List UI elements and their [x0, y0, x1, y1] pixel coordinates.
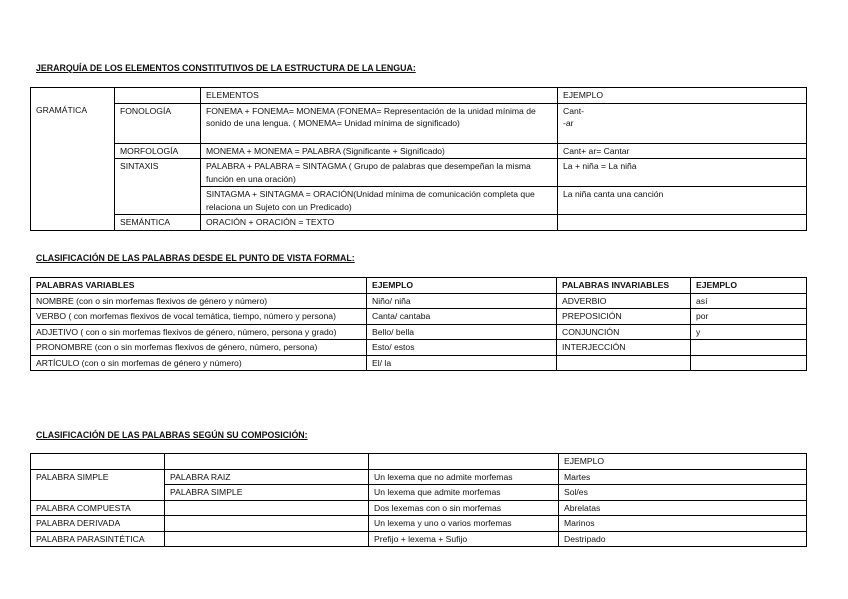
table-cell: GRAMÁTICA — [31, 103, 115, 230]
table-row — [31, 159, 807, 187]
table-cell: El/ la — [367, 355, 557, 371]
table-cell: PALABRA PARASINTÉTICA — [31, 531, 165, 547]
table-cell: Un lexema que admite morfemas — [369, 485, 559, 501]
table-cell: Un lexema y uno o varios morfemas — [369, 516, 559, 532]
table-cell: SINTAGMA + SINTAGMA = ORACIÓN(Unidad mínima de comunicación completa que relaciona un Sujeto con un Predicado) — [201, 187, 558, 215]
table-cell — [165, 454, 369, 470]
table-header-row — [31, 278, 807, 294]
table-cell: PALABRA SIMPLE — [31, 469, 165, 485]
table-cell: Esto/ estos — [367, 340, 557, 356]
column-header: PALABRAS VARIABLES — [31, 278, 367, 294]
hierarchy-table — [30, 87, 807, 231]
table-cell: FONEMA + FONEMA= MONEMA (FONEMA= Representación de la unidad mínima de sonido de una lengua. ( MONEMA= Unidad mínima de significado) — [201, 103, 558, 143]
table-cell: ORACIÓN + ORACIÓN = TEXTO — [201, 215, 558, 231]
table-cell: La + niña = La niña — [558, 159, 807, 187]
table-row — [31, 88, 807, 104]
table-cell: Destripado — [559, 531, 807, 547]
table-row — [31, 215, 807, 231]
table-cell: ADVERBIO — [557, 293, 691, 309]
table-cell — [369, 454, 559, 470]
table-row — [31, 293, 807, 309]
formal-classification-table — [30, 277, 807, 371]
table-row — [31, 516, 807, 532]
table-cell: SINTAXIS — [115, 159, 201, 187]
table-row — [31, 500, 807, 516]
table-cell — [31, 88, 115, 104]
table-cell: Un lexema que no admite morfemas — [369, 469, 559, 485]
table-cell — [115, 88, 201, 104]
table-cell: PALABRA SIMPLE — [165, 485, 369, 501]
table-cell: FONOLOGÍA — [115, 103, 201, 143]
table-cell: Prefijo + lexema + Sufijo — [369, 531, 559, 547]
table-row — [31, 309, 807, 325]
table-cell — [115, 187, 201, 215]
table-cell — [558, 215, 807, 231]
table-cell: VERBO ( con morfemas flexivos de vocal temática, tiempo, número y persona) — [31, 309, 367, 325]
table-cell — [557, 355, 691, 371]
table-cell: Niño/ niña — [367, 293, 557, 309]
table-cell: Sol/es — [559, 485, 807, 501]
table-cell — [558, 103, 807, 143]
table-cell: PALABRA RAIZ — [165, 469, 369, 485]
table-row — [31, 187, 807, 215]
table-row — [31, 355, 807, 371]
table-cell: MORFOLOGÍA — [115, 143, 201, 159]
table-cell: PALABRA + PALABRA = SINTAGMA ( Grupo de palabras que desempeñan la misma función en una oración) — [201, 159, 558, 187]
table-cell: y — [691, 324, 807, 340]
table-row — [31, 324, 807, 340]
table-row — [31, 531, 807, 547]
table-cell: INTERJECCIÓN — [557, 340, 691, 356]
table-cell: EJEMPLO — [558, 88, 807, 104]
table-cell: ADJETIVO ( con o sin morfemas flexivos de género, número, persona y grado) — [31, 324, 367, 340]
table-cell: Canta/ cantaba — [367, 309, 557, 325]
example-line: -ar — [563, 118, 574, 128]
table-cell: NOMBRE (con o sin morfemas flexivos de género y número) — [31, 293, 367, 309]
table-row — [31, 103, 807, 143]
table-cell: PREPOSICIÓN — [557, 309, 691, 325]
table-cell: por — [691, 309, 807, 325]
table-cell — [165, 500, 369, 516]
table-cell — [165, 531, 369, 547]
table-row — [31, 485, 807, 501]
column-header: EJEMPLO — [691, 278, 807, 294]
table-cell: EJEMPLO — [559, 454, 807, 470]
table-row — [31, 469, 807, 485]
table-cell: Marinos — [559, 516, 807, 532]
table-cell: Cant+ ar= Cantar — [558, 143, 807, 159]
table-cell: Abrelatas — [559, 500, 807, 516]
table-cell: PRONOMBRE (con o sin morfemas flexivos de género, número, persona) — [31, 340, 367, 356]
example-line: Cant- — [563, 105, 585, 116]
table-cell — [691, 340, 807, 356]
table-cell — [691, 355, 807, 371]
table-cell: CONJUNCIÓN — [557, 324, 691, 340]
column-header: EJEMPLO — [367, 278, 557, 294]
section3-title: CLASIFICACIÓN DE LAS PALABRAS SEGÚN SU COMPOSICIÓN: — [36, 430, 308, 440]
section2-title: CLASIFICACIÓN DE LAS PALABRAS DESDE EL PUNTO DE VISTA FORMAL: — [36, 253, 355, 263]
table-cell — [31, 454, 165, 470]
table-row — [31, 143, 807, 159]
table-cell: La niña canta una canción — [558, 187, 807, 215]
table-cell: MONEMA + MONEMA = PALABRA (Significante + Significado) — [201, 143, 558, 159]
column-header: PALABRAS INVARIABLES — [557, 278, 691, 294]
table-cell — [165, 516, 369, 532]
table-cell: PALABRA DERIVADA — [31, 516, 165, 532]
table-cell: así — [691, 293, 807, 309]
table-cell: SEMÁNTICA — [115, 215, 201, 231]
table-cell: Martes — [559, 469, 807, 485]
table-cell: PALABRA COMPUESTA — [31, 500, 165, 516]
table-row — [31, 340, 807, 356]
table-row — [31, 454, 807, 470]
table-cell: Dos lexemas con o sin morfemas — [369, 500, 559, 516]
table-cell: ARTÍCULO (con o sin morfemas de género y número) — [31, 355, 367, 371]
table-cell: Bello/ bella — [367, 324, 557, 340]
composition-table — [30, 453, 807, 547]
section1-title: JERARQUÍA DE LOS ELEMENTOS CONSTITUTIVOS DE LA ESTRUCTURA DE LA LENGUA: — [36, 63, 416, 73]
table-cell: ELEMENTOS — [201, 88, 558, 104]
table-cell — [31, 485, 165, 501]
